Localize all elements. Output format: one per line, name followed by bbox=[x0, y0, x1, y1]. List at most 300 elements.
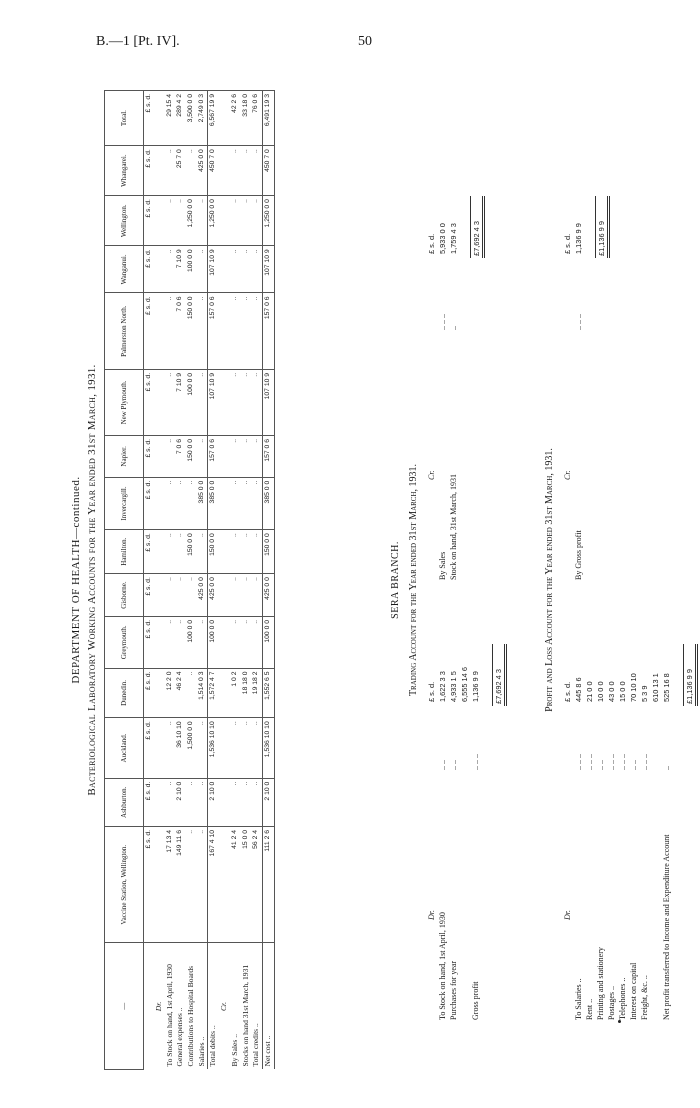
trading-cr-label: Cr. bbox=[427, 470, 436, 480]
account-total bbox=[683, 644, 698, 706]
account-line-label: To Stock on hand, 1st April, 1930 bbox=[438, 912, 447, 1020]
amount-cell: 36 10 10 bbox=[175, 718, 186, 778]
amount-cell bbox=[154, 530, 165, 574]
amount-cell bbox=[154, 668, 165, 718]
amount-cell: .. bbox=[165, 718, 176, 778]
table-row bbox=[241, 91, 252, 1070]
amount-cell: .. bbox=[251, 435, 262, 477]
amount-cell: 150 0 0 bbox=[208, 530, 219, 574]
column-header: Whangarei. bbox=[105, 146, 144, 196]
amount-cell: 2 10 0 bbox=[263, 778, 275, 826]
amount-cell bbox=[154, 293, 165, 369]
units-cell bbox=[144, 943, 154, 1070]
amount-cell: .. bbox=[175, 477, 186, 529]
amount-cell bbox=[154, 718, 165, 778]
amount-cell bbox=[219, 616, 230, 668]
account-line bbox=[650, 600, 661, 1020]
amount-cell: .. bbox=[230, 293, 241, 369]
units-cell: £ s. d. bbox=[144, 616, 154, 668]
amount-cell: .. bbox=[165, 477, 176, 529]
leader-dots: .. .. bbox=[449, 760, 458, 770]
trading-dr-lsd: £ s. d. bbox=[427, 681, 436, 702]
units-cell: £ s. d. bbox=[144, 91, 154, 146]
row-label: General expenses .. bbox=[175, 943, 186, 1070]
account-line-amount: 445 8 6 bbox=[574, 677, 583, 702]
amount-cell: .. bbox=[165, 196, 176, 246]
amount-cell bbox=[154, 778, 165, 826]
amount-cell: .. bbox=[197, 435, 208, 477]
account-line-amount: 610 13 1 bbox=[651, 673, 660, 702]
amount-cell: .. bbox=[186, 826, 197, 943]
table-row bbox=[154, 91, 165, 1070]
amount-cell: 46 2 4 bbox=[175, 668, 186, 718]
table-row bbox=[251, 91, 262, 1070]
account-line-amount: 525 16 8 bbox=[662, 673, 671, 702]
column-header: Hamilton. bbox=[105, 530, 144, 574]
account-line bbox=[448, 600, 459, 1020]
amount-cell: .. bbox=[165, 435, 176, 477]
amount-cell: .. bbox=[230, 530, 241, 574]
amount-cell: 100 0 0 bbox=[186, 369, 197, 435]
amount-cell: 111 2 6 bbox=[263, 826, 275, 943]
amount-cell bbox=[219, 146, 230, 196]
amount-cell: .. bbox=[251, 196, 262, 246]
account-line bbox=[628, 600, 639, 1020]
account-line bbox=[448, 160, 459, 580]
trading-dr-label: Dr. bbox=[427, 909, 436, 920]
amount-cell bbox=[154, 196, 165, 246]
amount-cell: .. bbox=[241, 718, 252, 778]
amount-cell: .. bbox=[230, 146, 241, 196]
account-line bbox=[459, 600, 470, 1020]
amount-cell: 100 0 0 bbox=[263, 616, 275, 668]
amount-cell: .. bbox=[230, 196, 241, 246]
amount-cell bbox=[219, 530, 230, 574]
table-row bbox=[208, 91, 219, 1070]
column-header: Gisborne. bbox=[105, 574, 144, 617]
account-spacer bbox=[459, 160, 470, 580]
trading-account-debit bbox=[426, 600, 507, 1020]
amount-cell: .. bbox=[165, 616, 176, 668]
leader-dots: .. .. bbox=[596, 760, 605, 770]
trading-account-credit bbox=[426, 160, 485, 580]
amount-cell: .. bbox=[230, 574, 241, 617]
amount-cell: 42 2 6 bbox=[230, 91, 241, 146]
leader-dots: .. .. .. bbox=[574, 314, 583, 330]
column-header: Ashburton. bbox=[105, 778, 144, 826]
amount-cell: .. bbox=[251, 574, 262, 617]
leader-dots: .. .. .. bbox=[574, 754, 583, 770]
amount-cell: 7 10 9 bbox=[175, 246, 186, 293]
leader-dots: .. .. .. bbox=[607, 754, 616, 770]
amount-cell: 100 0 0 bbox=[186, 616, 197, 668]
table-row bbox=[186, 91, 197, 1070]
amount-cell: .. bbox=[251, 718, 262, 778]
amount-cell: 18 18 0 bbox=[241, 668, 252, 718]
table-header-row bbox=[105, 91, 144, 1070]
amount-cell: 385 0 0 bbox=[208, 477, 219, 529]
amount-cell: .. bbox=[165, 530, 176, 574]
account-line-label: By Gross profit bbox=[574, 530, 583, 580]
amount-cell bbox=[154, 826, 165, 943]
amount-cell: .. bbox=[197, 778, 208, 826]
account-line-label: To Salaries .. bbox=[574, 978, 583, 1020]
account-line-amount: 6,555 14 6 bbox=[460, 667, 469, 702]
account-line-label: Purchases for year bbox=[449, 960, 458, 1020]
account-line-amount: 5 3 9 bbox=[640, 685, 649, 702]
amount-cell: .. bbox=[197, 196, 208, 246]
margin-dot bbox=[618, 1020, 621, 1023]
amount-cell: 157 0 6 bbox=[263, 435, 275, 477]
account-line bbox=[595, 600, 606, 1020]
amount-cell: 150 0 0 bbox=[186, 435, 197, 477]
amount-cell bbox=[219, 369, 230, 435]
amount-cell bbox=[154, 369, 165, 435]
account-line-amount: 1,136 9 9 bbox=[574, 223, 583, 254]
pl-cr-lsd: £ s. d. bbox=[563, 233, 572, 254]
amount-cell: .. bbox=[230, 718, 241, 778]
amount-cell: 41 2 4 bbox=[230, 826, 241, 943]
column-header: Palmerston North. bbox=[105, 293, 144, 369]
amount-cell: .. bbox=[230, 778, 241, 826]
column-header: Napier. bbox=[105, 435, 144, 477]
amount-cell: .. bbox=[241, 778, 252, 826]
account-total-amount: £7,692 4 3 bbox=[472, 221, 481, 256]
amount-cell: 17 13 4 bbox=[165, 826, 176, 943]
amount-cell: 7 0 6 bbox=[175, 435, 186, 477]
row-label: Stocks on hand 31st March, 1931 bbox=[241, 943, 252, 1070]
account-line-label: Printing and stationery bbox=[596, 947, 605, 1020]
account-line-amount: 5,933 0 0 bbox=[438, 223, 447, 254]
amount-cell bbox=[219, 826, 230, 943]
amount-cell: .. bbox=[241, 477, 252, 529]
amount-cell: 7 0 6 bbox=[175, 293, 186, 369]
account-line-label: Postages .. bbox=[607, 986, 616, 1020]
profit-loss-title: Profit and Loss Account for the Year ended 31st March, 1931. bbox=[544, 448, 555, 712]
amount-cell: 100 0 0 bbox=[186, 246, 197, 293]
account-line-label: Net profit transferred to Income and Expenditure Account bbox=[662, 834, 671, 1020]
column-header: Vaccine Station, Wellington. bbox=[105, 826, 144, 943]
row-label: Cr. bbox=[219, 943, 230, 1070]
column-header: Total. bbox=[105, 91, 144, 146]
units-cell: £ s. d. bbox=[144, 246, 154, 293]
amount-cell: 12 2 0 bbox=[165, 668, 176, 718]
account-line-label: Telephones .. bbox=[618, 977, 627, 1020]
pl-account-debit bbox=[562, 600, 698, 1020]
leader-dots: .. .. .. bbox=[438, 314, 447, 330]
amount-cell: 7 10 9 bbox=[175, 369, 186, 435]
table-row bbox=[230, 91, 241, 1070]
table-row bbox=[175, 91, 186, 1070]
amount-cell bbox=[219, 668, 230, 718]
account-line-amount: 4,933 1 5 bbox=[449, 671, 458, 702]
leader-dots: .. bbox=[449, 326, 458, 330]
amount-cell: 56 2 4 bbox=[251, 826, 262, 943]
amount-cell: .. bbox=[241, 616, 252, 668]
account-line-label: Gross profit bbox=[471, 981, 480, 1020]
amount-cell: .. bbox=[230, 246, 241, 293]
account-total bbox=[470, 196, 485, 258]
amount-cell: .. bbox=[165, 574, 176, 617]
amount-cell bbox=[219, 477, 230, 529]
account-total-amount: £7,692 4 3 bbox=[494, 669, 503, 704]
amount-cell: 167 4 10 bbox=[208, 826, 219, 943]
amount-cell: .. bbox=[197, 530, 208, 574]
amount-cell: .. bbox=[241, 435, 252, 477]
column-header: Dunedin. bbox=[105, 668, 144, 718]
leader-dots: .. .. .. bbox=[640, 754, 649, 770]
amount-cell bbox=[219, 91, 230, 146]
account-line-label: By Sales bbox=[438, 551, 447, 580]
account-line bbox=[470, 600, 481, 1020]
table-row bbox=[219, 91, 230, 1070]
table-body bbox=[154, 91, 274, 1070]
amount-cell: .. bbox=[165, 246, 176, 293]
amount-cell: .. bbox=[251, 477, 262, 529]
amount-cell: 76 0 6 bbox=[251, 91, 262, 146]
account-line-amount: 15 0 0 bbox=[618, 681, 627, 702]
units-cell: £ s. d. bbox=[144, 574, 154, 617]
amount-cell: .. bbox=[197, 616, 208, 668]
amount-cell bbox=[219, 196, 230, 246]
leader-dots: .. bbox=[662, 766, 671, 770]
pl-account-credit bbox=[562, 160, 610, 580]
amount-cell bbox=[219, 718, 230, 778]
amount-cell bbox=[154, 91, 165, 146]
amount-cell: 149 11 6 bbox=[175, 826, 186, 943]
amount-cell bbox=[154, 246, 165, 293]
amount-cell: .. bbox=[241, 196, 252, 246]
amount-cell: 2 10 0 bbox=[208, 778, 219, 826]
amount-cell: 289 4 2 bbox=[175, 91, 186, 146]
amount-cell: 1,250 0 0 bbox=[208, 196, 219, 246]
amount-cell: .. bbox=[197, 246, 208, 293]
amount-cell bbox=[154, 616, 165, 668]
pl-cr-label: Cr. bbox=[563, 470, 572, 480]
amount-cell bbox=[219, 778, 230, 826]
account-total bbox=[595, 196, 610, 258]
units-cell: £ s. d. bbox=[144, 196, 154, 246]
account-line-amount: 1,136 9 9 bbox=[471, 671, 480, 702]
amount-cell: 15 0 0 bbox=[241, 826, 252, 943]
amount-cell: 29 15 4 bbox=[165, 91, 176, 146]
leader-dots: .. .. bbox=[629, 760, 638, 770]
column-header: Greymouth. bbox=[105, 616, 144, 668]
amount-cell: .. bbox=[251, 246, 262, 293]
row-label: Dr. bbox=[154, 943, 165, 1070]
amount-cell: .. bbox=[241, 146, 252, 196]
amount-cell: 425 0 0 bbox=[208, 574, 219, 617]
table-row bbox=[197, 91, 208, 1070]
amount-cell: 425 0 0 bbox=[263, 574, 275, 617]
pl-dr-lsd: £ s. d. bbox=[563, 681, 572, 702]
leader-dots: .. .. bbox=[438, 760, 447, 770]
account-line bbox=[573, 600, 584, 1020]
amount-cell: .. bbox=[251, 146, 262, 196]
rotated-page-content bbox=[64, 80, 694, 1080]
account-line-label: Stock on hand, 31st March, 1931 bbox=[449, 474, 458, 580]
account-line-amount: 1,759 4 3 bbox=[449, 223, 458, 254]
amount-cell: .. bbox=[241, 369, 252, 435]
amount-cell: 157 0 6 bbox=[263, 293, 275, 369]
amount-cell: .. bbox=[186, 778, 197, 826]
amount-cell: .. bbox=[165, 778, 176, 826]
account-line bbox=[573, 160, 584, 580]
amount-cell: 1,572 4 7 bbox=[208, 668, 219, 718]
column-header: Wanganui. bbox=[105, 246, 144, 293]
amount-cell: .. bbox=[251, 293, 262, 369]
amount-cell: .. bbox=[241, 246, 252, 293]
amount-cell: .. bbox=[251, 530, 262, 574]
amount-cell bbox=[219, 574, 230, 617]
amount-cell: 6,491 19 3 bbox=[263, 91, 275, 146]
column-header: Auckland. bbox=[105, 718, 144, 778]
amount-cell: 2 10 0 bbox=[175, 778, 186, 826]
amount-cell: 425 0 0 bbox=[197, 146, 208, 196]
amount-cell: 107 10 9 bbox=[208, 246, 219, 293]
column-header: Wellington. bbox=[105, 196, 144, 246]
amount-cell: 1,552 6 5 bbox=[263, 668, 275, 718]
table-units-row bbox=[144, 91, 154, 1070]
amount-cell bbox=[154, 435, 165, 477]
row-label: To Stock on hand, 1st April, 1930 bbox=[165, 943, 176, 1070]
amount-cell: .. bbox=[251, 778, 262, 826]
table-title: Bacteriological Laboratory Working Accounts for the Year ended 31st March, 1931. bbox=[86, 364, 98, 796]
amount-cell: .. bbox=[230, 435, 241, 477]
amount-cell bbox=[219, 246, 230, 293]
units-cell: £ s. d. bbox=[144, 718, 154, 778]
row-label: Total credits .. bbox=[251, 943, 262, 1070]
account-line-amount: 21 0 0 bbox=[585, 681, 594, 702]
amount-cell: .. bbox=[251, 369, 262, 435]
units-cell: £ s. d. bbox=[144, 477, 154, 529]
amount-cell: .. bbox=[230, 477, 241, 529]
account-line-amount: 43 0 0 bbox=[607, 681, 616, 702]
account-total bbox=[492, 644, 507, 706]
trading-account-title: Trading Account for the Year ended 31st March, 1931. bbox=[408, 463, 419, 697]
account-total-amount: £1,136 9 9 bbox=[597, 221, 606, 256]
account-line bbox=[661, 600, 672, 1020]
account-line bbox=[437, 600, 448, 1020]
account-line bbox=[437, 160, 448, 580]
units-cell: £ s. d. bbox=[144, 369, 154, 435]
amount-cell: .. bbox=[186, 574, 197, 617]
row-label: Contributions to Hospital Boards bbox=[186, 943, 197, 1070]
amount-cell: .. bbox=[165, 293, 176, 369]
column-header: Invercargill. bbox=[105, 477, 144, 529]
units-cell: £ s. d. bbox=[144, 826, 154, 943]
leader-dots: .. .. .. bbox=[585, 754, 594, 770]
units-cell: £ s. d. bbox=[144, 435, 154, 477]
amount-cell: 107 10 9 bbox=[263, 369, 275, 435]
amount-cell: 1,250 0 0 bbox=[186, 196, 197, 246]
amount-cell: .. bbox=[175, 616, 186, 668]
amount-cell: .. bbox=[186, 477, 197, 529]
account-line-label: Interest on capital bbox=[629, 962, 638, 1020]
account-spacer bbox=[481, 600, 492, 1020]
amount-cell: 157 0 6 bbox=[208, 293, 219, 369]
amount-cell: .. bbox=[175, 196, 186, 246]
amount-cell: .. bbox=[197, 826, 208, 943]
account-line bbox=[584, 600, 595, 1020]
amount-cell: 1,500 0 0 bbox=[186, 718, 197, 778]
amount-cell bbox=[154, 146, 165, 196]
amount-cell: .. bbox=[241, 293, 252, 369]
amount-cell: .. bbox=[241, 574, 252, 617]
amount-cell: 107 10 9 bbox=[263, 246, 275, 293]
amount-cell: 100 0 0 bbox=[208, 616, 219, 668]
amount-cell bbox=[154, 574, 165, 617]
page-section-code: B.—1 [Pt. IV]. bbox=[96, 34, 180, 49]
amount-cell: 3,500 0 0 bbox=[186, 91, 197, 146]
amount-cell: 1,536 10 10 bbox=[263, 718, 275, 778]
account-spacer bbox=[584, 160, 595, 580]
amount-cell: .. bbox=[165, 369, 176, 435]
amount-cell: 157 0 6 bbox=[208, 435, 219, 477]
amount-cell: .. bbox=[230, 369, 241, 435]
amount-cell: 1 0 2 bbox=[230, 668, 241, 718]
units-cell: £ s. d. bbox=[144, 668, 154, 718]
amount-cell: .. bbox=[230, 616, 241, 668]
account-line bbox=[606, 600, 617, 1020]
pl-dr-label: Dr. bbox=[563, 909, 572, 920]
amount-cell: 2,749 0 3 bbox=[197, 91, 208, 146]
table-row bbox=[263, 91, 275, 1070]
amount-cell: .. bbox=[186, 668, 197, 718]
units-cell: £ s. d. bbox=[144, 778, 154, 826]
amount-cell: .. bbox=[165, 146, 176, 196]
amount-cell: 1,514 0 3 bbox=[197, 668, 208, 718]
amount-cell: 19 18 2 bbox=[251, 668, 262, 718]
amount-cell: 1,536 10 10 bbox=[208, 718, 219, 778]
amount-cell bbox=[219, 293, 230, 369]
amount-cell: 450 7 0 bbox=[208, 146, 219, 196]
units-cell: £ s. d. bbox=[144, 146, 154, 196]
account-line-amount: 70 10 10 bbox=[629, 673, 638, 702]
bacteriological-accounts-table bbox=[104, 90, 275, 1070]
amount-cell: 150 0 0 bbox=[263, 530, 275, 574]
amount-cell: 150 0 0 bbox=[186, 293, 197, 369]
amount-cell: 425 0 0 bbox=[197, 574, 208, 617]
account-line-label: Rent .. bbox=[585, 998, 594, 1020]
column-header-blank: — bbox=[105, 943, 144, 1070]
amount-cell bbox=[154, 477, 165, 529]
account-total-amount: £1,136 9 9 bbox=[685, 669, 694, 704]
account-line-amount: 1,622 3 3 bbox=[438, 671, 447, 702]
sera-branch-heading: SERA BRANCH. bbox=[390, 541, 401, 619]
row-label: By Sales .. bbox=[230, 943, 241, 1070]
account-spacer bbox=[672, 600, 683, 1020]
amount-cell: 450 7 0 bbox=[263, 146, 275, 196]
column-header: New Plymouth. bbox=[105, 369, 144, 435]
amount-cell: .. bbox=[175, 530, 186, 574]
account-line bbox=[617, 600, 628, 1020]
account-line bbox=[639, 600, 650, 1020]
amount-cell bbox=[219, 435, 230, 477]
amount-cell: 150 0 0 bbox=[186, 530, 197, 574]
amount-cell: 385 0 0 bbox=[197, 477, 208, 529]
amount-cell: .. bbox=[186, 146, 197, 196]
row-label: Net cost .. bbox=[263, 943, 275, 1070]
amount-cell: 385 0 0 bbox=[263, 477, 275, 529]
amount-cell: .. bbox=[197, 718, 208, 778]
row-label: Salaries .. bbox=[197, 943, 208, 1070]
units-cell: £ s. d. bbox=[144, 293, 154, 369]
amount-cell: .. bbox=[175, 574, 186, 617]
table-row bbox=[165, 91, 176, 1070]
amount-cell: 1,250 0 0 bbox=[263, 196, 275, 246]
amount-cell: .. bbox=[197, 369, 208, 435]
